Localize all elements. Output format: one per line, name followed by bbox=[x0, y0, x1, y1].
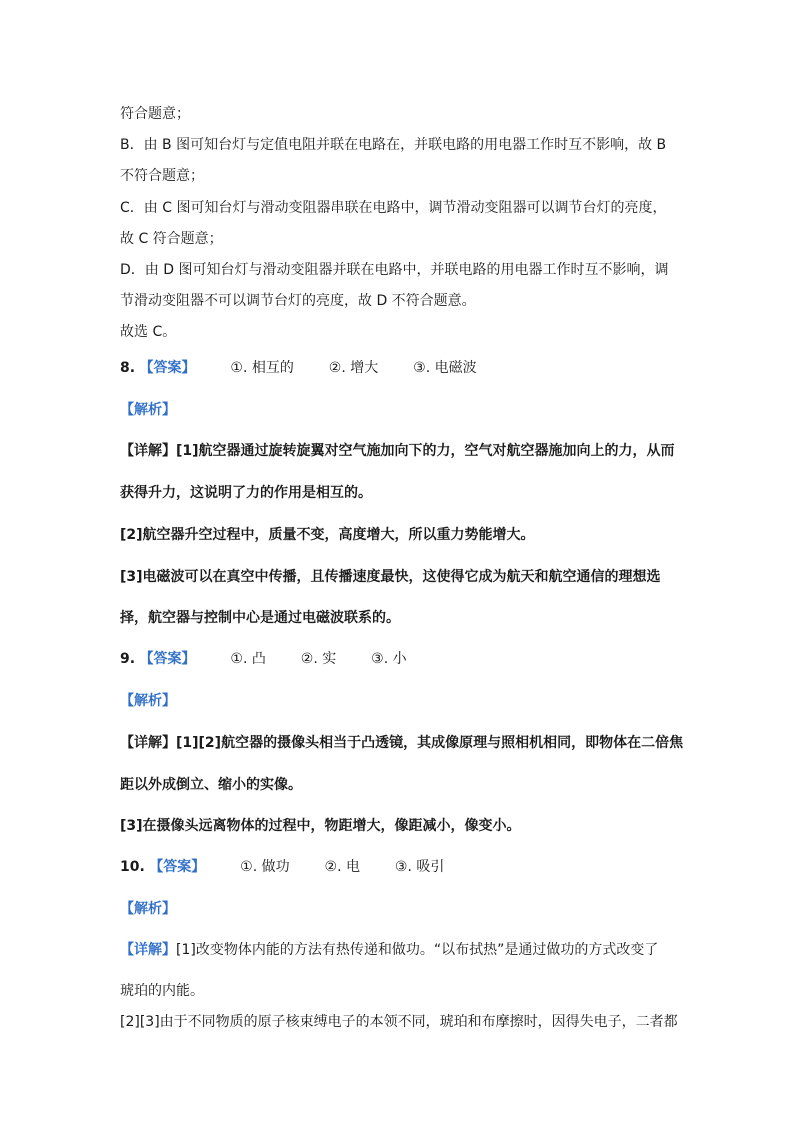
text-line: 不符合题意； bbox=[120, 168, 204, 184]
answer-item: ②. 增大 bbox=[328, 360, 379, 376]
detail-text: [1]航空器通过旋转旋翼对空气施加向下的力，空气对航空器施加向上的力，从而 bbox=[176, 443, 675, 459]
answer-row-9 bbox=[120, 649, 407, 669]
answer-label: 【答案】 bbox=[149, 859, 206, 875]
answer-label: 【答案】 bbox=[139, 360, 196, 376]
analysis-label: 【解析】 bbox=[120, 901, 176, 917]
detail-line: [3]电磁波可以在真空中传播，且传播速度最快，这使得它成为航天和航空通信的理想选 bbox=[120, 569, 661, 585]
detail-line: 距以外成倒立、缩小的实像。 bbox=[120, 777, 302, 793]
detail-text: [1]改变物体内能的方法有热传递和做功。“以布拭热”是通过做功的方式改变了 bbox=[176, 942, 659, 958]
detail-label: 【详解】 bbox=[120, 942, 176, 958]
answer-item: ③. 电磁波 bbox=[413, 360, 477, 376]
answer-row-10 bbox=[120, 857, 444, 877]
text-line: B．由 B 图可知台灯与定值电阻并联在电路在，并联电路的用电器工作时互不影响，故 B bbox=[120, 137, 667, 153]
detail-line: [3]在摄像头远离物体的过程中，物距增大，像距减小，像变小。 bbox=[120, 818, 521, 834]
text-line: 故选 C。 bbox=[120, 324, 177, 340]
text-line: 故 C 符合题意； bbox=[120, 231, 223, 247]
detail-line: 获得升力，这说明了力的作用是相互的。 bbox=[120, 485, 372, 501]
answer-item: ③. 小 bbox=[371, 651, 407, 667]
detail-line: [2]航空器升空过程中，质量不变，高度增大，所以重力势能增大。 bbox=[120, 527, 535, 543]
analysis-label: 【解析】 bbox=[120, 693, 176, 709]
answer-row-8 bbox=[120, 358, 477, 378]
analysis-label: 【解析】 bbox=[120, 402, 176, 418]
answer-item: ①. 做功 bbox=[240, 859, 290, 875]
question-number: 8. bbox=[120, 360, 136, 376]
detail-line bbox=[120, 733, 683, 753]
detail-label: 【详解】 bbox=[120, 443, 176, 459]
answer-label: 【答案】 bbox=[139, 651, 196, 667]
detail-line: 琥珀的内能。 bbox=[120, 983, 204, 999]
text-line: 节滑动变阻器不可以调节台灯的亮度，故 D 不符合题意。 bbox=[120, 293, 476, 309]
text-line: D．由 D 图可知台灯与滑动变阻器并联在电路中，并联电路的用电器工作时互不影响，调 bbox=[120, 262, 669, 278]
text-line: 符合题意； bbox=[120, 106, 190, 122]
question-number: 10. bbox=[120, 859, 145, 875]
detail-line: 择，航空器与控制中心是通过电磁波联系的。 bbox=[120, 610, 400, 626]
answer-item: ②. 电 bbox=[324, 859, 360, 875]
detail-line: [2][3]由于不同物质的原子核束缚电子的本领不同，琥珀和布摩擦时，因得失电子，二者都 bbox=[120, 1014, 678, 1030]
answer-item: ③. 吸引 bbox=[394, 859, 445, 875]
detail-text: [1][2]航空器的摄像头相当于凸透镜，其成像原理与照相机相同，即物体在二倍焦 bbox=[176, 735, 684, 751]
detail-line bbox=[120, 441, 675, 461]
detail-label: 【详解】 bbox=[120, 735, 176, 751]
detail-line bbox=[120, 940, 658, 960]
answer-item: ①. 相互的 bbox=[230, 360, 294, 376]
question-number: 9. bbox=[120, 651, 136, 667]
text-line: C．由 C 图可知台灯与滑动变阻器串联在电路中，调节滑动变阻器可以调节台灯的亮度， bbox=[120, 200, 667, 216]
answer-item: ①. 凸 bbox=[230, 651, 266, 667]
answer-item: ②. 实 bbox=[300, 651, 337, 667]
